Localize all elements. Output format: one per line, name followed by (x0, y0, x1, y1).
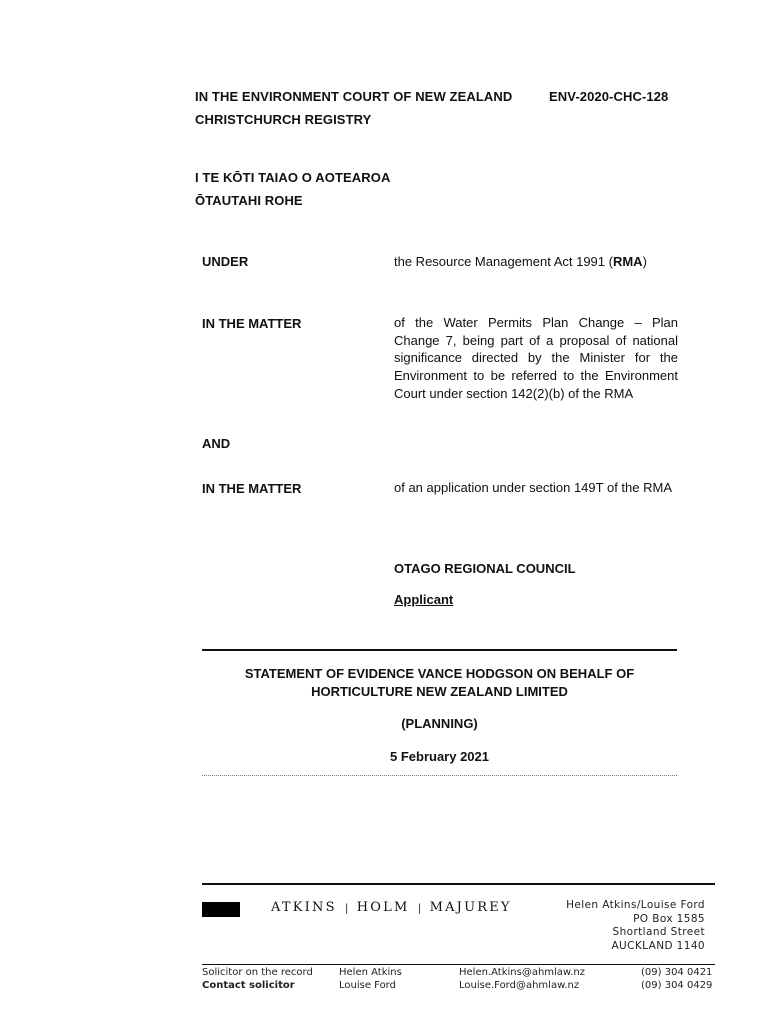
footer-top-rule (202, 883, 715, 885)
firm-logo-block (202, 902, 240, 917)
case-number: ENV-2020-CHC-128 (549, 89, 669, 104)
matter1-text: of the Water Permits Plan Change – Plan Change 7, being part of a proposal of national significance directed by the Minister for the Environment to be referred to the Environment Court under section 142(2)(b) of the RMA (394, 315, 678, 401)
title-line-2: HORTICULTURE NEW ZEALAND LIMITED (311, 684, 568, 699)
title-date: 5 February 2021 (389, 749, 489, 764)
court-name: IN THE ENVIRONMENT COURT OF NEW ZEALAND (195, 89, 513, 104)
under-text: the Resource Management Act 1991 (RMA) (394, 254, 647, 269)
matter2-label: IN THE MATTER (202, 481, 302, 496)
contact-email-1[interactable]: Helen.Atkins@ahmlaw.nz (459, 967, 585, 978)
contact-role-2: Contact solicitor (202, 980, 295, 991)
applicant-role: Applicant (394, 592, 454, 607)
title-top-rule (202, 649, 677, 651)
maori-court-name: I TE KŌTI TAIAO O AOTEAROA (195, 170, 391, 185)
maori-registry: ŌTAUTAHI ROHE (195, 193, 303, 208)
contact-phone-2: (09) 304 0429 (641, 980, 713, 991)
footer-contact-rule (202, 964, 715, 965)
firm-logo: ATKINS | HOLM | MAJUREY (271, 900, 512, 915)
title-bottom-rule (202, 775, 677, 776)
and-label: AND (202, 436, 231, 451)
title-line-1: STATEMENT OF EVIDENCE VANCE HODGSON ON BEHALF OF (244, 666, 635, 681)
title-subtitle: (PLANNING) (401, 716, 478, 731)
contact-email-2[interactable]: Louise.Ford@ahmlaw.nz (459, 980, 580, 991)
applicant-name: OTAGO REGIONAL COUNCIL (394, 561, 576, 576)
matter2-text: of an application under section 149T of the RMA (394, 480, 672, 495)
matter1-label: IN THE MATTER (202, 316, 302, 331)
firm-address: Helen Atkins/Louise Ford PO Box 1585 Shortland Street AUCKLAND 1140 (566, 899, 705, 952)
contact-phone-1: (09) 304 0421 (641, 967, 713, 978)
registry: CHRISTCHURCH REGISTRY (195, 112, 372, 127)
under-label: UNDER (202, 254, 249, 269)
contact-name-2: Louise Ford (339, 980, 396, 991)
contact-name-1: Helen Atkins (339, 967, 402, 978)
